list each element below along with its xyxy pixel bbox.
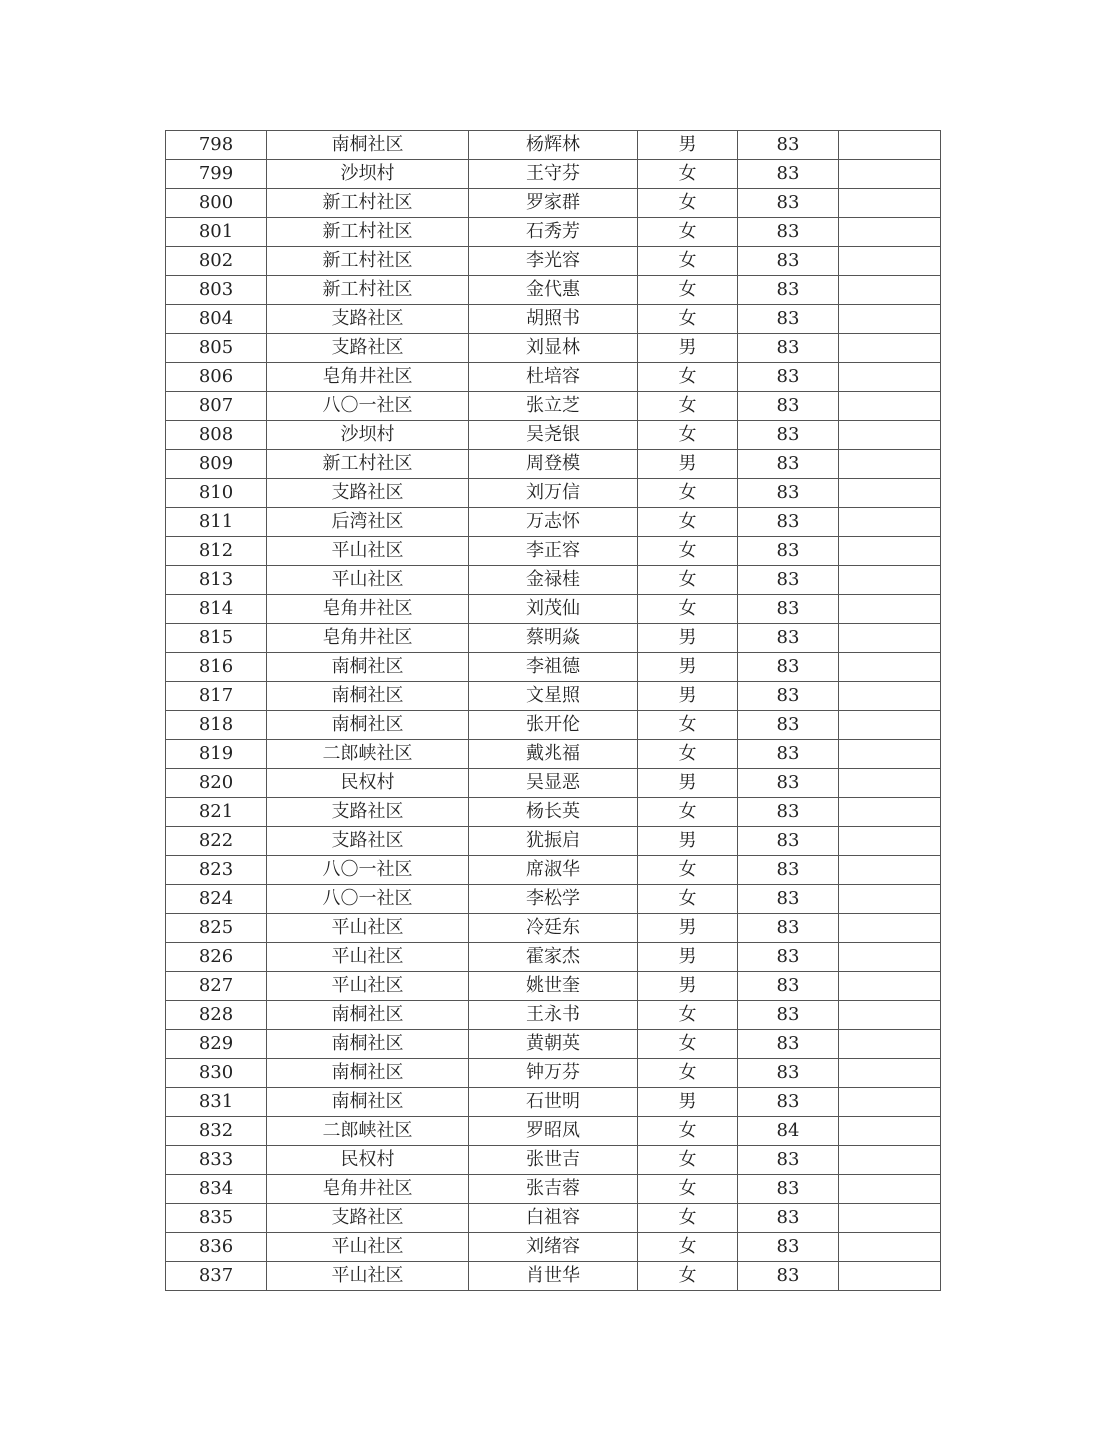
gender-cell: 男 [638,1088,738,1117]
community-cell: 沙坝村 [267,160,469,189]
note-cell [839,972,941,1001]
name-cell: 刘显林 [469,334,638,363]
row-number-cell: 823 [166,856,267,885]
gender-cell: 女 [638,1030,738,1059]
name-cell: 文星照 [469,682,638,711]
name-cell: 姚世奎 [469,972,638,1001]
age-cell: 83 [738,334,839,363]
age-cell: 83 [738,1175,839,1204]
row-number-cell: 806 [166,363,267,392]
age-cell: 83 [738,450,839,479]
table-row [166,421,941,450]
age-cell: 83 [738,711,839,740]
gender-cell: 男 [638,450,738,479]
table-row [166,450,941,479]
name-cell: 万志怀 [469,508,638,537]
table-row [166,1233,941,1262]
row-number-cell: 827 [166,972,267,1001]
row-number-cell: 802 [166,247,267,276]
row-number-cell: 801 [166,218,267,247]
name-cell: 王永书 [469,1001,638,1030]
note-cell [839,943,941,972]
note-cell [839,247,941,276]
row-number-cell: 836 [166,1233,267,1262]
note-cell [839,305,941,334]
row-number-cell: 830 [166,1059,267,1088]
name-cell: 刘茂仙 [469,595,638,624]
gender-cell: 女 [638,1204,738,1233]
age-cell: 83 [738,740,839,769]
gender-cell: 女 [638,537,738,566]
table-row [166,392,941,421]
table-row [166,1204,941,1233]
community-cell: 皂角井社区 [267,624,469,653]
table-row [166,740,941,769]
table-row [166,827,941,856]
note-cell [839,769,941,798]
gender-cell: 女 [638,595,738,624]
note-cell [839,1146,941,1175]
name-cell: 刘万信 [469,479,638,508]
elderly-roster-table [165,130,941,1291]
table-row [166,1001,941,1030]
table-row [166,595,941,624]
table-row [166,1088,941,1117]
table-row [166,537,941,566]
note-cell [839,827,941,856]
note-cell [839,885,941,914]
age-cell: 83 [738,189,839,218]
community-cell: 南桐社区 [267,711,469,740]
table-row [166,856,941,885]
row-number-cell: 828 [166,1001,267,1030]
age-cell: 83 [738,1204,839,1233]
gender-cell: 女 [638,363,738,392]
row-number-cell: 814 [166,595,267,624]
row-number-cell: 822 [166,827,267,856]
age-cell: 83 [738,972,839,1001]
row-number-cell: 831 [166,1088,267,1117]
note-cell [839,1030,941,1059]
note-cell [839,1262,941,1291]
name-cell: 石世明 [469,1088,638,1117]
name-cell: 李光容 [469,247,638,276]
note-cell [839,653,941,682]
gender-cell: 男 [638,914,738,943]
name-cell: 杨长英 [469,798,638,827]
gender-cell: 男 [638,943,738,972]
name-cell: 杜培容 [469,363,638,392]
gender-cell: 女 [638,189,738,218]
age-cell: 83 [738,131,839,160]
gender-cell: 女 [638,218,738,247]
name-cell: 张立芝 [469,392,638,421]
age-cell: 83 [738,508,839,537]
table-row [166,276,941,305]
note-cell [839,711,941,740]
table-row [166,218,941,247]
age-cell: 83 [738,682,839,711]
note-cell [839,450,941,479]
note-cell [839,1088,941,1117]
note-cell [839,595,941,624]
community-cell: 新工村社区 [267,276,469,305]
gender-cell: 女 [638,885,738,914]
name-cell: 罗昭凤 [469,1117,638,1146]
row-number-cell: 826 [166,943,267,972]
gender-cell: 女 [638,1233,738,1262]
note-cell [839,218,941,247]
community-cell: 支路社区 [267,479,469,508]
table-row [166,711,941,740]
name-cell: 吴尧银 [469,421,638,450]
row-number-cell: 811 [166,508,267,537]
table-row [166,1059,941,1088]
table-row [166,1262,941,1291]
row-number-cell: 798 [166,131,267,160]
table-row [166,508,941,537]
row-number-cell: 821 [166,798,267,827]
row-number-cell: 820 [166,769,267,798]
gender-cell: 女 [638,1001,738,1030]
name-cell: 黄朝英 [469,1030,638,1059]
age-cell: 83 [738,247,839,276]
name-cell: 金禄桂 [469,566,638,595]
table-row [166,914,941,943]
community-cell: 南桐社区 [267,1001,469,1030]
community-cell: 支路社区 [267,305,469,334]
gender-cell: 女 [638,798,738,827]
community-cell: 新工村社区 [267,218,469,247]
gender-cell: 女 [638,276,738,305]
name-cell: 胡照书 [469,305,638,334]
gender-cell: 女 [638,247,738,276]
table-row [166,798,941,827]
name-cell: 刘绪容 [469,1233,638,1262]
community-cell: 民权村 [267,769,469,798]
name-cell: 吴显恶 [469,769,638,798]
age-cell: 83 [738,392,839,421]
gender-cell: 女 [638,711,738,740]
community-cell: 后湾社区 [267,508,469,537]
note-cell [839,914,941,943]
community-cell: 平山社区 [267,972,469,1001]
gender-cell: 男 [638,972,738,1001]
table-row [166,1117,941,1146]
age-cell: 83 [738,421,839,450]
gender-cell: 男 [638,827,738,856]
age-cell: 83 [738,1233,839,1262]
note-cell [839,160,941,189]
age-cell: 83 [738,1030,839,1059]
note-cell [839,508,941,537]
name-cell: 蔡明焱 [469,624,638,653]
row-number-cell: 825 [166,914,267,943]
name-cell: 周登模 [469,450,638,479]
gender-cell: 女 [638,421,738,450]
name-cell: 张开伦 [469,711,638,740]
table-row [166,972,941,1001]
note-cell [839,1059,941,1088]
community-cell: 南桐社区 [267,653,469,682]
row-number-cell: 818 [166,711,267,740]
name-cell: 罗家群 [469,189,638,218]
age-cell: 83 [738,479,839,508]
note-cell [839,624,941,653]
name-cell: 冷廷东 [469,914,638,943]
community-cell: 二郎峡社区 [267,740,469,769]
note-cell [839,1233,941,1262]
row-number-cell: 813 [166,566,267,595]
community-cell: 支路社区 [267,334,469,363]
gender-cell: 男 [638,624,738,653]
name-cell: 张世吉 [469,1146,638,1175]
note-cell [839,421,941,450]
table-row [166,1146,941,1175]
age-cell: 83 [738,363,839,392]
table-row [166,566,941,595]
age-cell: 83 [738,798,839,827]
gender-cell: 男 [638,769,738,798]
name-cell: 钟万芬 [469,1059,638,1088]
note-cell [839,392,941,421]
note-cell [839,131,941,160]
name-cell: 李正容 [469,537,638,566]
gender-cell: 女 [638,508,738,537]
name-cell: 李祖德 [469,653,638,682]
community-cell: 平山社区 [267,943,469,972]
note-cell [839,856,941,885]
name-cell: 戴兆福 [469,740,638,769]
row-number-cell: 834 [166,1175,267,1204]
community-cell: 皂角井社区 [267,1175,469,1204]
name-cell: 席淑华 [469,856,638,885]
table-row [166,682,941,711]
name-cell: 杨辉林 [469,131,638,160]
age-cell: 83 [738,305,839,334]
community-cell: 南桐社区 [267,682,469,711]
community-cell: 支路社区 [267,827,469,856]
age-cell: 83 [738,1059,839,1088]
age-cell: 83 [738,914,839,943]
age-cell: 83 [738,943,839,972]
gender-cell: 女 [638,740,738,769]
gender-cell: 男 [638,653,738,682]
note-cell [839,537,941,566]
community-cell: 民权村 [267,1146,469,1175]
community-cell: 支路社区 [267,1204,469,1233]
age-cell: 83 [738,160,839,189]
note-cell [839,334,941,363]
gender-cell: 男 [638,131,738,160]
row-number-cell: 809 [166,450,267,479]
table-row [166,653,941,682]
community-cell: 皂角井社区 [267,363,469,392]
row-number-cell: 815 [166,624,267,653]
name-cell: 张吉蓉 [469,1175,638,1204]
name-cell: 金代惠 [469,276,638,305]
note-cell [839,479,941,508]
note-cell [839,566,941,595]
community-cell: 南桐社区 [267,1030,469,1059]
gender-cell: 男 [638,334,738,363]
age-cell: 83 [738,885,839,914]
row-number-cell: 805 [166,334,267,363]
gender-cell: 女 [638,856,738,885]
age-cell: 83 [738,276,839,305]
community-cell: 南桐社区 [267,1059,469,1088]
age-cell: 83 [738,1001,839,1030]
note-cell [839,798,941,827]
gender-cell: 女 [638,1146,738,1175]
table-row [166,160,941,189]
row-number-cell: 824 [166,885,267,914]
table-row [166,479,941,508]
table-row [166,334,941,363]
table-row [166,769,941,798]
table-row [166,363,941,392]
gender-cell: 女 [638,479,738,508]
table-row [166,131,941,160]
community-cell: 南桐社区 [267,1088,469,1117]
age-cell: 83 [738,595,839,624]
table-row [166,1175,941,1204]
age-cell: 83 [738,537,839,566]
gender-cell: 女 [638,160,738,189]
table-row [166,624,941,653]
note-cell [839,682,941,711]
row-number-cell: 799 [166,160,267,189]
row-number-cell: 832 [166,1117,267,1146]
age-cell: 83 [738,653,839,682]
row-number-cell: 837 [166,1262,267,1291]
note-cell [839,740,941,769]
row-number-cell: 803 [166,276,267,305]
age-cell: 83 [738,856,839,885]
note-cell [839,1175,941,1204]
row-number-cell: 800 [166,189,267,218]
name-cell: 石秀芳 [469,218,638,247]
row-number-cell: 833 [166,1146,267,1175]
community-cell: 平山社区 [267,1233,469,1262]
gender-cell: 女 [638,1117,738,1146]
row-number-cell: 816 [166,653,267,682]
note-cell [839,363,941,392]
age-cell: 83 [738,218,839,247]
age-cell: 83 [738,1146,839,1175]
community-cell: 八〇一社区 [267,856,469,885]
name-cell: 李松学 [469,885,638,914]
table-row [166,247,941,276]
age-cell: 84 [738,1117,839,1146]
community-cell: 平山社区 [267,566,469,595]
note-cell [839,276,941,305]
row-number-cell: 807 [166,392,267,421]
gender-cell: 女 [638,392,738,421]
community-cell: 新工村社区 [267,450,469,479]
age-cell: 83 [738,827,839,856]
note-cell [839,1204,941,1233]
gender-cell: 女 [638,566,738,595]
community-cell: 平山社区 [267,914,469,943]
table-row [166,189,941,218]
row-number-cell: 829 [166,1030,267,1059]
community-cell: 二郎峡社区 [267,1117,469,1146]
name-cell: 王守芬 [469,160,638,189]
age-cell: 83 [738,1262,839,1291]
note-cell [839,189,941,218]
row-number-cell: 808 [166,421,267,450]
name-cell: 肖世华 [469,1262,638,1291]
gender-cell: 女 [638,1175,738,1204]
row-number-cell: 810 [166,479,267,508]
table-row [166,305,941,334]
community-cell: 新工村社区 [267,189,469,218]
age-cell: 83 [738,769,839,798]
name-cell: 白祖容 [469,1204,638,1233]
row-number-cell: 819 [166,740,267,769]
row-number-cell: 804 [166,305,267,334]
community-cell: 支路社区 [267,798,469,827]
gender-cell: 男 [638,682,738,711]
gender-cell: 女 [638,1262,738,1291]
table-row [166,943,941,972]
gender-cell: 女 [638,1059,738,1088]
name-cell: 犹振启 [469,827,638,856]
table-body [166,131,941,1291]
community-cell: 皂角井社区 [267,595,469,624]
name-cell: 霍家杰 [469,943,638,972]
row-number-cell: 817 [166,682,267,711]
community-cell: 南桐社区 [267,131,469,160]
row-number-cell: 812 [166,537,267,566]
note-cell [839,1001,941,1030]
community-cell: 沙坝村 [267,421,469,450]
table-row [166,1030,941,1059]
community-cell: 八〇一社区 [267,392,469,421]
note-cell [839,1117,941,1146]
age-cell: 83 [738,624,839,653]
row-number-cell: 835 [166,1204,267,1233]
community-cell: 八〇一社区 [267,885,469,914]
community-cell: 平山社区 [267,1262,469,1291]
table-row [166,885,941,914]
age-cell: 83 [738,566,839,595]
community-cell: 平山社区 [267,537,469,566]
community-cell: 新工村社区 [267,247,469,276]
age-cell: 83 [738,1088,839,1117]
gender-cell: 女 [638,305,738,334]
